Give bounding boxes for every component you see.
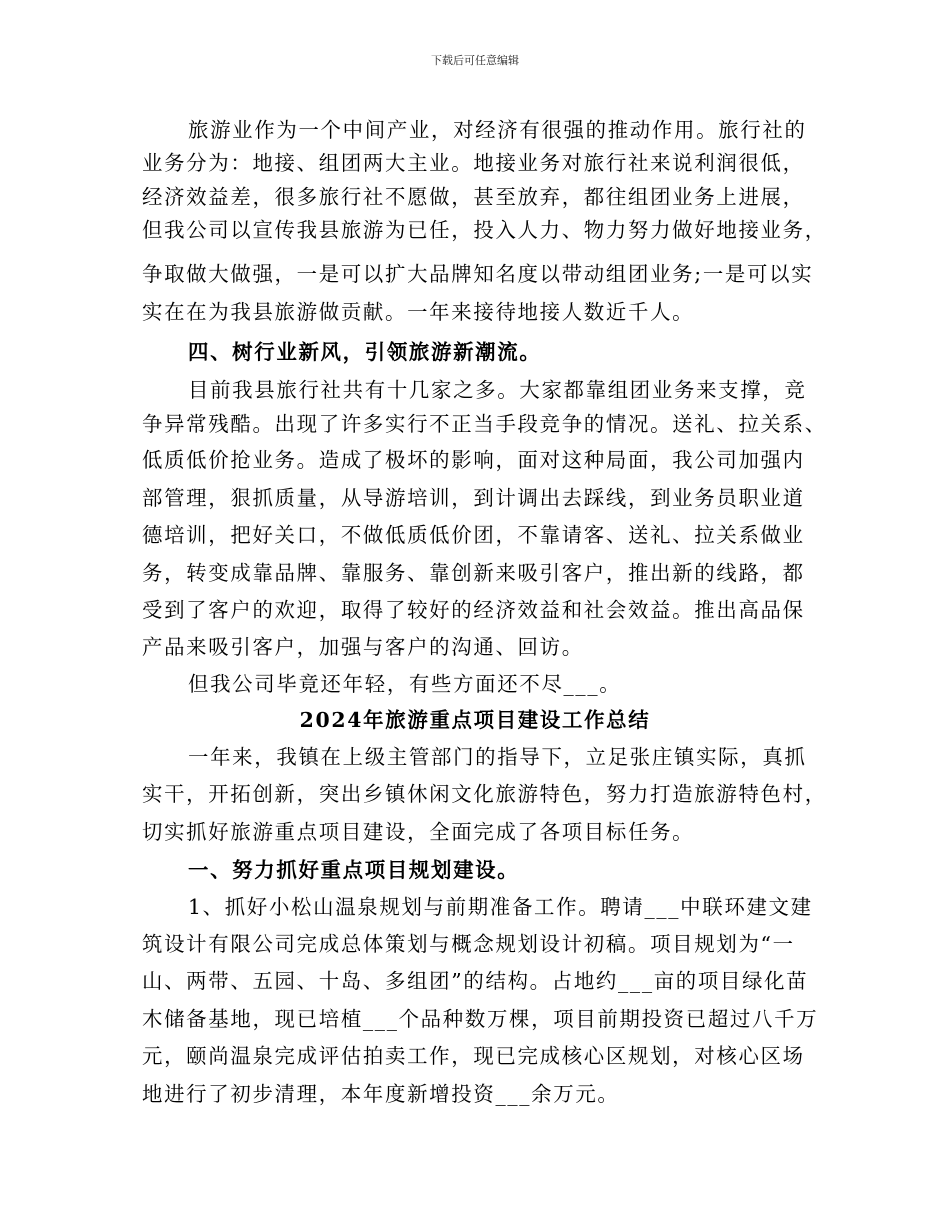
paragraph-line: 但我公司以宣传我县旅游为已任，投入人力、物力努力做好地接业务， (142, 218, 827, 242)
paragraph-line: 地进行了初步清理，本年度新增投资___余万元。 (142, 1082, 620, 1106)
paragraph-line: 实在在为我县旅游做贡献。一年来接待地接人数近千人。 (142, 300, 695, 324)
paragraph-line: 德培训，把好关口，不做低质低价团，不靠请客、送礼、拉关系做业 (142, 523, 805, 547)
document-title: 2024年旅游重点项目建设工作总结 (299, 708, 651, 732)
paragraph-line: 元，颐尚温泉完成评估拍卖工作，现已完成核心区规划，对核心区场 (142, 1044, 805, 1068)
paragraph-line: 经济效益差，很多旅行社不愿做，甚至放弃，都往组团业务上进展， (142, 185, 805, 209)
paragraph-line: 产品来吸引客户，加强与客户的沟通、回访。 (142, 635, 584, 659)
paragraph-line: 筑设计有限公司完成总体策划与概念规划设计初稿。项目规划为“一 (142, 932, 795, 956)
section-heading: 四、树行业新风，引领旅游新潮流。 (188, 340, 542, 364)
paragraph-line: 1、抓好小松山温泉规划与前期准备工作。聘请___中联环建文建 (188, 895, 813, 919)
paragraph-line: 切实抓好旅游重点项目建设，全面完成了各项目标任务。 (142, 820, 695, 844)
section-heading: 一、努力抓好重点项目规划建设。 (188, 858, 520, 882)
paragraph-line: 但我公司毕竟还年轻，有些方面还不尽___。 (188, 672, 622, 696)
paragraph-line: 山、两带、五园、十岛、多组团”的结构。占地约___亩的项目绿化苗 (142, 969, 809, 993)
paragraph-line: 实干，开拓创新，突出乡镇休闲文化旅游特色，努力打造旅游特色村， (142, 782, 827, 806)
paragraph-line: 务，转变成靠品牌、靠服务、靠创新来吸引客户，推出新的线路，都 (142, 561, 805, 585)
paragraph-line: 低质低价抢业务。造成了极坏的影响，面对这种局面，我公司加强内 (142, 448, 805, 472)
paragraph-line: 部管理，狠抓质量，从导游培训，到计调出去踩线，到业务员职业道 (142, 486, 805, 510)
page-header: 下载后可任意编辑 (431, 54, 519, 67)
paragraph-line: 目前我县旅行社共有十几家之多。大家都靠组团业务来支撑，竞 (188, 378, 807, 402)
paragraph-line: 争取做大做强，一是可以扩大品牌知名度以带动组团业务;一是可以实 (142, 262, 814, 286)
paragraph-line: 木储备基地，现已培植___个品种数万棵，项目前期投资已超过八千万 (142, 1007, 819, 1031)
paragraph-line: 争异常残酷。出现了许多实行不正当手段竞争的情况。送礼、拉关系、 (142, 412, 827, 436)
paragraph-line: 一年来，我镇在上级主管部门的指导下，立足张庄镇实际，真抓 (188, 745, 807, 769)
paragraph-line: 旅游业作为一个中间产业，对经济有很强的推动作用。旅行社的 (188, 118, 807, 142)
paragraph-line: 业务分为：地接、组团两大主业。地接业务对旅行社来说利润很低， (142, 151, 805, 175)
paragraph-line: 受到了客户的欢迎，取得了较好的经济效益和社会效益。推出高品保 (142, 598, 805, 622)
